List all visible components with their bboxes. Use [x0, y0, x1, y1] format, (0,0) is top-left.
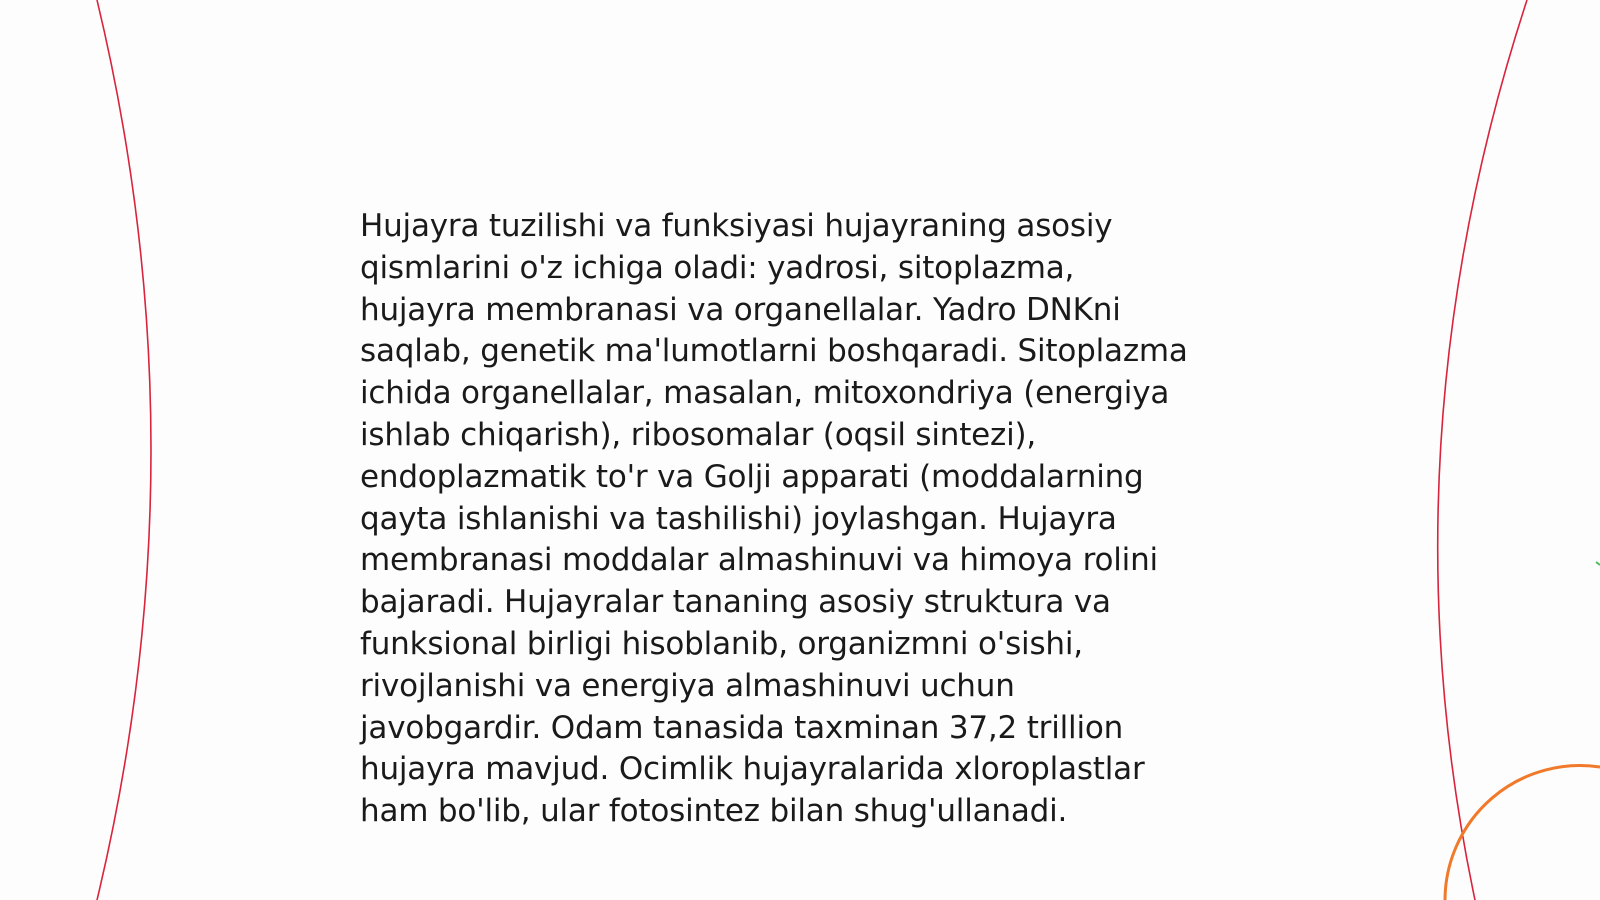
text-line: javobgardir. Odam tanasida taxminan 37,2 trillion — [360, 709, 1124, 746]
left-arc — [97, 0, 151, 900]
text-line: funksional birligi hisoblanib, organizmni o'sishi, — [360, 625, 1083, 662]
text-line: membranasi moddalar almashinuvi va himoya rolini — [360, 542, 1158, 579]
body-paragraph — [360, 206, 1260, 833]
text-line: ichida organellalar, masalan, mitoxondriya (energiya — [360, 375, 1170, 412]
text-line: rivojlanishi va energiya almashinuvi uchun — [360, 667, 1015, 704]
text-line: bajaradi. Hujayralar tananing asosiy struktura va — [360, 584, 1111, 621]
text-line: hujayra membranasi va organellalar. Yadro DNKni — [360, 291, 1121, 328]
text-line: ishlab chiqarish), ribosomalar (oqsil sintezi), — [360, 416, 1037, 453]
green-accent-mark — [1596, 562, 1600, 565]
text-line: qismlarini o'z ichiga oladi: yadrosi, sitoplazma, — [360, 249, 1075, 286]
right-arc — [1438, 0, 1527, 900]
text-line: Hujayra tuzilishi va funksiyasi hujayraning asosiy — [360, 208, 1113, 244]
text-line: hujayra mavjud. Ocimlik hujayralarida xloroplastlar — [360, 751, 1145, 788]
orange-circle-arc — [1445, 766, 1600, 900]
text-line: ham bo'lib, ular fotosintez bilan shug'ullanadi. — [360, 793, 1068, 830]
text-line: qayta ishlanishi va tashilishi) joylashgan. Hujayra — [360, 500, 1117, 537]
text-line: saqlab, genetik ma'lumotlarni boshqaradi. Sitoplazma — [360, 333, 1188, 370]
text-line: endoplazmatik to'r va Golji apparati (moddalarning — [360, 458, 1144, 495]
